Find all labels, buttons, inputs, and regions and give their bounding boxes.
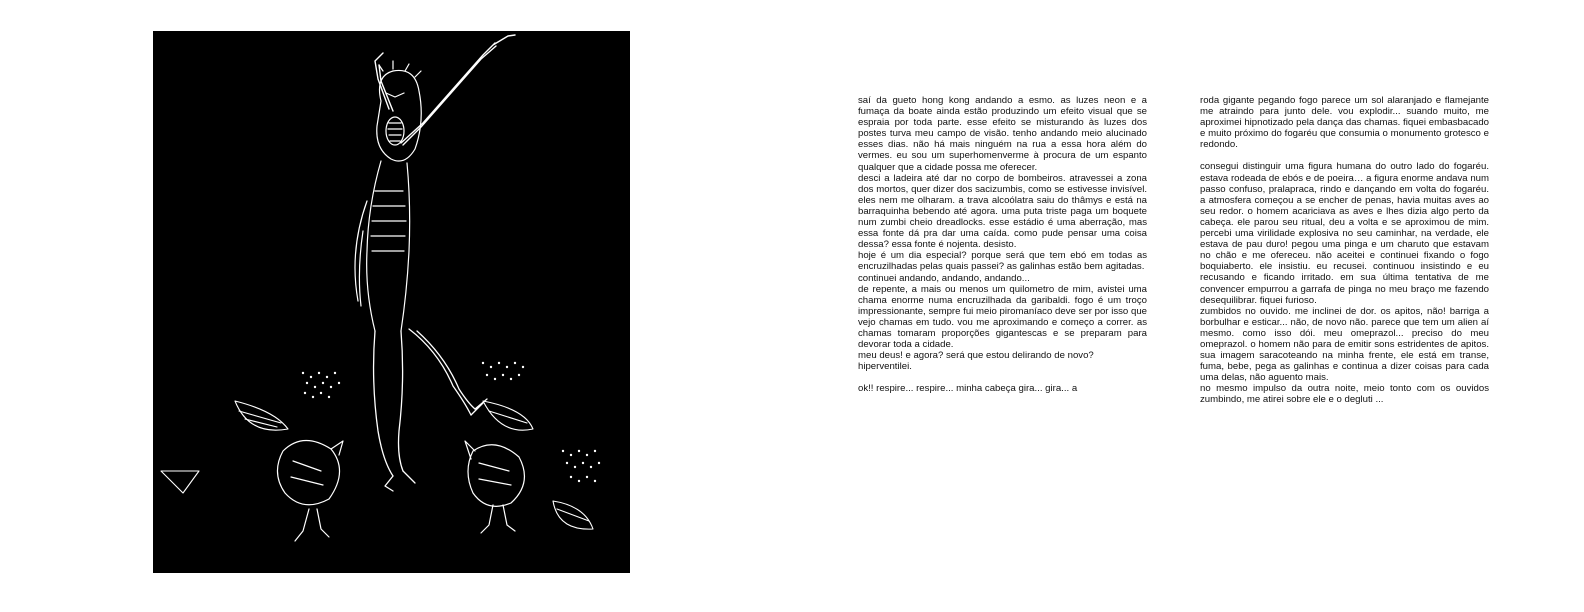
paragraph: consegui distinguir uma figura humana do outro lado do fogaréu. estava rodeada de ebós e de poeira… a figura enorme andava num passo confuso, pralapraca, rindo e dançando em volta do fogaréu. a atmosfera começou a se encher de penas, havia muitas aves ao seu redor. o homem acariciava as aves e lhes dizia algo perto da cabeça. ele parou seu ritual, deu a volta e se aproximou de mim. percebi uma virilidade explosiva no seu caminhar, na verdade, ele estava de pau duro! pegou uma pinga e um charuto que estavam no chão e me ofereceu. não aceitei e continuei fixando o fogo boquiaberto. ele insistiu. eu recusei. continuou insistindo e eu recusando e ficando irritado. em sua última tentativa de me convencer empurrou a garrafa de pinga no meu braço me fazendo desequilibrar. fiquei furioso. xyxy=(1200,161,1489,306)
paragraph: hiperventilei. xyxy=(858,361,912,373)
figure-torso xyxy=(355,161,410,331)
paragraph: meu deus! e agora? será que estou delirando de novo? xyxy=(858,350,1094,362)
ink-drawing xyxy=(153,31,630,573)
figure-legs xyxy=(374,329,487,491)
chickens xyxy=(277,440,524,541)
paragraph: no mesmo impulso da outra noite, meio tonto com os ouvidos zumbindo, me atirei sobre ele e o degluti ... xyxy=(1200,383,1489,406)
paragraph: hoje é um dia especial? porque será que tem ebó em todas as encruzilhadas pelas quais passei? as galinhas estão bem agitadas. xyxy=(858,250,1147,273)
seed-dots xyxy=(302,362,600,482)
paragraph: desci a ladeira até dar no corpo de bombeiros. atravessei a zona dos mortos, quer dizer dos sacizumbis, como se estivesse invisível. eles nem me olharam. a trava alcoólatra saiu do thâmys e está na barraquinha bebendo até agora. uma puta triste paga um boquete num zumbi cheio dreadlocks. esse estádio é uma aberração, mas essa fonte dá pra dar uma caída. como pude pensar uma coisa dessa? essa fonte é nojenta. desisto. xyxy=(858,172,1147,251)
paragraph: continuei andando, andando, andando... xyxy=(858,272,1030,284)
paragraph: zumbidos no ouvido. me inclinei de dor. os apitos, não! barriga a borbulhar e esticar... não, de novo não. parece que tem um alien aí mesmo. como isso dói. meu omeprazol... preciso do meu omeprazol. o homem não para de emitir sons estridentes de apitos. sua imagem saracoteando na minha frente, ele está em transe, fuma, bebe, pega as galinhas e continua a dizer coisas para cada uma delas, não aguento mais. xyxy=(1200,305,1489,384)
text-column-left xyxy=(858,95,1147,394)
figure-head xyxy=(377,61,421,161)
text-column-right xyxy=(1200,95,1489,406)
illustration-dancing-figure xyxy=(153,31,630,573)
paragraph: ok!! respire... respire... minha cabeça gira... gira... a xyxy=(858,383,1078,395)
paragraph: roda gigante pegando fogo parece um sol alaranjado e flamejante me atraindo para junto dele. vou explodir... suando muito, me aproximei hipnotizado pela dança das chamas. fiquei embasbacado e muito próximo do fogaréu que consumia o monumento grotesco e redondo. xyxy=(1200,95,1489,151)
paragraph: de repente, a mais ou menos um quilometro de mim, avistei uma chama enorme numa encruzilhada da garibaldi. fogo é um troço impressionante, sempre fui meio piromaníaco deve ser por isso que vejo chamas em tudo. vou me aproximando e começo a correr. as chamas tomaram proporções gigantescas e se preparam para devorar toda a cidade. xyxy=(858,283,1147,351)
paragraph: saí da gueto hong kong andando a esmo. as luzes neon e a fumaça da boate ainda estão produzindo um efeito visual que se espraia por toda parte. esse efeito se misturando às luzes dos postes turva meu campo de visão. tenho andando meio alucinado esses dias. não há mais ninguém na rua a essa hora além do vermes. eu sou um superhomenverme à procura de um espanto qualquer que a cidade possa me oferecer. xyxy=(858,95,1147,173)
